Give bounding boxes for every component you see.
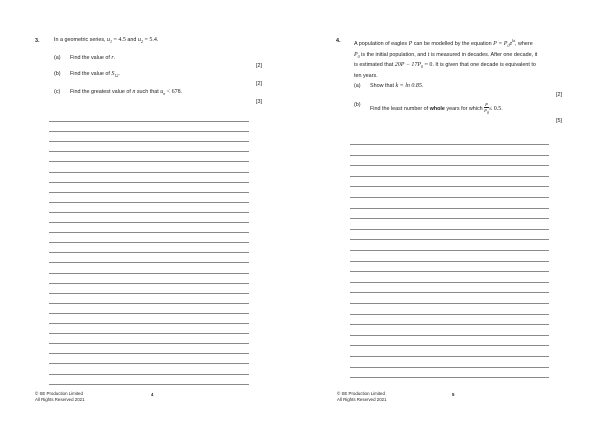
answer-line[interactable] (350, 282, 549, 283)
answer-line[interactable] (350, 155, 549, 156)
answer-line[interactable] (49, 121, 249, 122)
answer-line[interactable] (49, 283, 249, 284)
answer-line[interactable] (49, 161, 249, 162)
part-text: Find the value of r. (70, 55, 116, 61)
part-text: Find the least number of whole years for which $\frac{P}{P_0}$ ≤ 0.5. (370, 102, 503, 115)
answer-line[interactable] (49, 252, 249, 253)
answer-line[interactable] (49, 293, 249, 294)
question-number: 3. (35, 38, 40, 44)
answer-line[interactable] (49, 333, 249, 334)
answer-line[interactable] (350, 218, 549, 219)
stem-value-2: = 5.4 (142, 37, 157, 43)
answer-line[interactable] (49, 141, 249, 142)
copyright-text: © SE Production Limited (35, 391, 83, 396)
stem-text: In a geometric series, (54, 37, 106, 43)
part-text: Find the value of $S_{12}$. (70, 71, 120, 79)
part-label: (c) (54, 89, 61, 95)
answer-line[interactable] (350, 356, 549, 357)
copyright-text: © SE Production Limited (337, 391, 385, 396)
answer-line[interactable] (350, 144, 549, 145)
answer-line[interactable] (49, 172, 249, 173)
answer-line[interactable] (350, 303, 549, 304)
answer-line[interactable] (350, 314, 549, 315)
question-stem (354, 36, 564, 82)
answer-line[interactable] (350, 239, 549, 240)
answer-line[interactable] (350, 261, 549, 262)
answer-line[interactable] (49, 384, 249, 385)
stem-and: and (125, 37, 138, 43)
answer-line[interactable] (49, 192, 249, 193)
answer-line[interactable] (49, 202, 249, 203)
answer-line[interactable] (49, 273, 249, 274)
question-number: 4. (336, 38, 341, 44)
part-text: Find the greatest value of n such that $u_n < 678$. (70, 89, 183, 97)
answer-line[interactable] (350, 208, 549, 209)
answer-line[interactable] (350, 345, 549, 346)
answer-line[interactable] (49, 232, 249, 233)
answer-line[interactable] (350, 324, 549, 325)
answer-line[interactable] (49, 343, 249, 344)
answer-line[interactable] (350, 367, 549, 368)
part-text: Show that k = ln 0.85. (370, 83, 424, 89)
answer-line[interactable] (350, 186, 549, 187)
answer-line[interactable] (49, 182, 249, 183)
stem-line-3: is estimated that $20P - 17P_0 = 0$. It is given that one decade is equivalent to (354, 62, 536, 70)
answer-line[interactable] (49, 353, 249, 354)
answer-line[interactable] (350, 197, 549, 198)
answer-line[interactable] (350, 165, 549, 166)
page-number: 4 (151, 392, 154, 397)
answer-line[interactable] (49, 131, 249, 132)
answer-line[interactable] (350, 335, 549, 336)
answer-line[interactable] (49, 242, 249, 243)
question-stem (54, 36, 158, 47)
answer-line[interactable] (49, 262, 249, 263)
part-label: (b) (354, 102, 361, 108)
page-number: 5 (452, 392, 455, 397)
rights-text: All Rights Reserved 2021 (337, 396, 387, 402)
stem-end: . (156, 37, 159, 43)
answer-line[interactable] (350, 292, 549, 293)
answer-line[interactable] (350, 271, 549, 272)
answer-line[interactable] (49, 363, 249, 364)
answer-line[interactable] (350, 250, 549, 251)
answer-line[interactable] (49, 374, 249, 375)
fraction-p-over-p0: $\frac{P}{P_0}$ (484, 102, 489, 115)
right-page (300, 0, 600, 424)
answer-line[interactable] (350, 229, 549, 230)
stem-line-1: A population of eagles P can be modelled by the equation $P = P_0e^{kt}$, where (354, 38, 533, 49)
answer-line[interactable] (350, 176, 549, 177)
stem-line-4: ten years. (354, 73, 378, 80)
marks-b: [2] (256, 81, 262, 87)
marks-a: [2] (256, 63, 262, 69)
answer-line[interactable] (49, 303, 249, 304)
marks-a: [2] (556, 92, 562, 98)
part-label: (a) (54, 55, 61, 61)
answer-line[interactable] (49, 313, 249, 314)
answer-line[interactable] (49, 212, 249, 213)
stem-line-2: $P_0$ is the initial population, and t is measured in decades. After one decade, it (354, 51, 538, 59)
stem-term-u2: $u_2$ (137, 37, 143, 45)
answer-line[interactable] (49, 323, 249, 324)
marks-b: [5] (556, 118, 562, 124)
part-label: (b) (54, 71, 61, 77)
answer-line[interactable] (350, 377, 549, 378)
part-label: (a) (354, 83, 361, 89)
answer-line[interactable] (49, 222, 249, 223)
footer (337, 391, 387, 403)
stem-value-1: = 4.5 (112, 37, 126, 43)
footer (35, 391, 85, 403)
stem-term-u1: $u_1$ (107, 37, 113, 45)
rights-text: All Rights Reserved 2021 (35, 396, 85, 402)
answer-lines[interactable] (49, 121, 249, 386)
answer-lines[interactable] (350, 144, 549, 380)
marks-c: [3] (256, 99, 262, 105)
answer-line[interactable] (49, 151, 249, 152)
